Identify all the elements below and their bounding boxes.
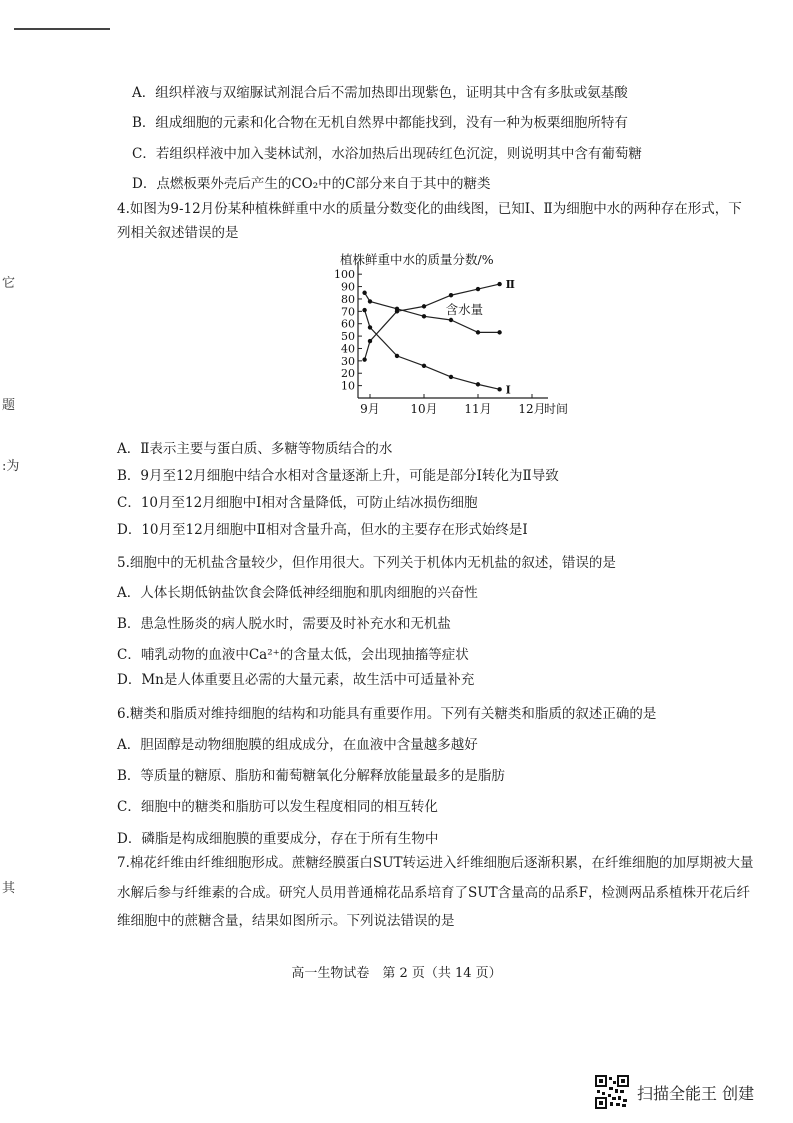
y-tick-label: 90	[341, 280, 355, 294]
text-line: D．10月至12月细胞中Ⅱ相对含量升高，但水的主要存在形式始终是Ⅰ	[117, 522, 528, 538]
data-point	[368, 299, 372, 303]
x-tick-label: 11月	[464, 402, 492, 416]
series-line-1	[365, 284, 500, 360]
data-point	[422, 364, 426, 368]
data-point	[368, 325, 372, 329]
y-tick-label: 60	[341, 317, 355, 331]
data-point	[476, 382, 480, 386]
text-line: A．组织样液与双缩脲试剂混合后不需加热即出现紫色，证明其中含有多肽或氨基酸	[132, 85, 628, 101]
data-point	[362, 308, 366, 312]
text-line: C．哺乳动物的血液中Ca²⁺的含量太低，会出现抽搐等症状	[117, 647, 469, 663]
text-line: 列相关叙述错误的是	[117, 225, 239, 241]
text-line: C．若组织样液中加入斐林试剂，水浴加热后出现砖红色沉淀，则说明其中含有葡萄糖	[132, 146, 642, 162]
text-line: B．组成细胞的元素和化合物在无机自然界中都能找到，没有一种为板栗细胞所特有	[132, 115, 628, 131]
text-line: C．10月至12月细胞中Ⅰ相对含量降低，可防止结冰损伤细胞	[117, 495, 478, 511]
data-point	[476, 330, 480, 334]
top-border-line	[14, 28, 110, 30]
page-footer: 高一生物试卷 第 2 页（共 14 页）	[291, 966, 502, 981]
margin-note: 其	[2, 881, 16, 896]
data-point	[497, 282, 501, 286]
y-tick-label: 40	[341, 342, 355, 356]
text-line: 5.细胞中的无机盐含量较少，但作用很大。下列关于机体内无机盐的叙述，错误的是	[117, 555, 616, 571]
series-label: Ⅱ	[505, 278, 515, 292]
data-point	[449, 293, 453, 297]
series-label: Ⅰ	[505, 383, 511, 397]
text-line: D．磷脂是构成细胞膜的重要成分，存在于所有生物中	[117, 831, 439, 847]
qr-code-icon	[595, 1075, 629, 1109]
x-tick-label: 9月	[360, 402, 380, 416]
text-line: 7.棉花纤维由纤维细胞形成。蔗糖经膜蛋白SUT转运进入纤维细胞后逐渐积累，在纤维细胞的加厚期被大量	[117, 855, 754, 871]
data-point	[449, 318, 453, 322]
data-point	[362, 291, 366, 295]
y-tick-label: 100	[334, 268, 355, 282]
series-label: 含水量	[445, 301, 484, 317]
text-line: B．患急性肠炎的病人脱水时，需要及时补充水和无机盐	[117, 616, 451, 632]
text-line: 6.糖类和脂质对维持细胞的结构和功能具有重要作用。下列有关糖类和脂质的叙述正确的是	[117, 706, 657, 722]
data-point	[497, 330, 501, 334]
data-point	[368, 339, 372, 343]
text-line: D．点燃板栗外壳后产生的CO₂中的C部分来自于其中的糖类	[132, 176, 491, 192]
x-tick-label: 12月	[518, 402, 546, 416]
text-line: B．等质量的糖原、脂肪和葡萄糖氧化分解释放能量最多的是脂肪	[117, 768, 505, 784]
data-point	[395, 307, 399, 311]
text-line: A．胆固醇是动物细胞膜的组成成分，在血液中含量越多越好	[117, 737, 478, 753]
data-point	[422, 304, 426, 308]
data-point	[497, 387, 501, 391]
x-axis-label: 时间	[544, 402, 569, 416]
text-line: D．Mn是人体重要且必需的大量元素，故生活中可适量补充	[117, 672, 475, 688]
margin-note: 题	[2, 398, 16, 413]
text-line: 水解后参与纤维素的合成。研究人员用普通棉花品系培育了SUT含量高的品系F，检测两品系植株开花后纤	[117, 885, 750, 901]
y-tick-label: 70	[341, 305, 355, 319]
y-tick-label: 10	[341, 379, 355, 393]
data-point	[395, 354, 399, 358]
text-line: 4.如图为9-12月份某种植株鲜重中水的质量分数变化的曲线图，已知Ⅰ、Ⅱ为细胞中水的两种存在形式，下	[117, 201, 742, 217]
scanner-watermark	[595, 1075, 754, 1109]
x-tick-label: 10月	[410, 402, 438, 416]
data-point	[422, 314, 426, 318]
margin-note: 它	[2, 276, 16, 291]
y-tick-label: 80	[341, 292, 355, 306]
text-line: C．细胞中的糖类和脂肪可以发生程度相同的相互转化	[117, 799, 438, 815]
margin-note: :为	[2, 459, 20, 474]
y-tick-label: 30	[341, 354, 355, 368]
series-line-3	[365, 310, 500, 389]
text-line: 维细胞中的蔗糖含量，结果如图所示。下列说法错误的是	[117, 913, 455, 929]
water-content-chart	[300, 248, 569, 428]
y-tick-label: 50	[341, 330, 355, 344]
text-line: A．Ⅱ表示主要与蛋白质、多糖等物质结合的水	[117, 441, 393, 457]
data-point	[476, 287, 480, 291]
y-tick-label: 20	[341, 367, 355, 381]
watermark-text: 扫描全能王 创建	[637, 1083, 755, 1103]
chart-title: 植株鲜重中水的质量分数/%	[340, 252, 494, 267]
text-line: A．人体长期低钠盐饮食会降低神经细胞和肌肉细胞的兴奋性	[117, 585, 478, 601]
data-point	[362, 357, 366, 361]
data-point	[449, 375, 453, 379]
text-line: B．9月至12月细胞中结合水相对含量逐渐上升，可能是部分Ⅰ转化为Ⅱ导致	[117, 468, 559, 484]
